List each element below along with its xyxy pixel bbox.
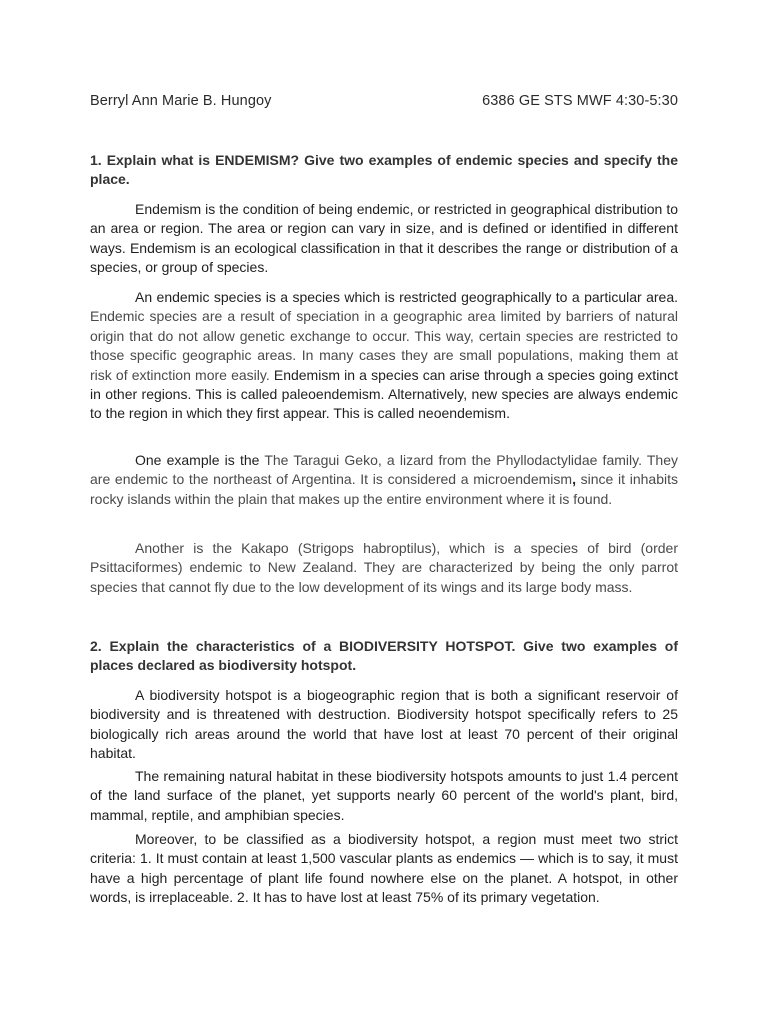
p3-tail: since it inhabits rocky islands within the plain that makes up the entire environment where it is found. — [90, 471, 678, 507]
course-info: 6386 GE STS MWF 4:30-5:30 — [482, 93, 678, 109]
p3-comma: , — [572, 471, 576, 488]
paragraph-endemic-species — [90, 288, 678, 424]
author-name: Berryl Ann Marie B. Hungoy — [90, 93, 272, 109]
paragraph-endemism-definition: Endemism is the condition of being endemic, or restricted in geographical distribution to an area or region. The area or region can vary in size, and is defined or identified in different ways. Endemism is an ecological classification in that it describes the range or distribution of a species, or group of species. — [90, 201, 678, 276]
paragraph-example-taragui-geko — [90, 451, 678, 509]
p2-sentence-3: Endemism in a species can arise through a species going extinct in other regions. This is called paleoendemism. Alternatively, new species are always endemic to the region in which they first appear. This is called neoendemism. — [90, 366, 678, 422]
question-1: 1. Explain what is ENDEMISM? Give two examples of endemic species and specify the place. — [90, 152, 678, 187]
question-2: 2. Explain the characteristics of a BIODIVERSITY HOTSPOT. Give two examples of places declared as biodiversity hotspot. — [90, 638, 678, 673]
paragraph-hotspot-definition: A biodiversity hotspot is a biogeographic region that is both a significant reservoir of biodiversity and is threatened with destruction. Biodiversity hotspot specifically refers to 25 biologically rich areas around the world that have lost at least 70 percent of their original habitat. — [90, 687, 678, 762]
paragraph-hotspot-criteria: Moreover, to be classified as a biodiversity hotspot, a region must meet two strict criteria: 1. It must contain at least 1,500 vascular plants as endemics — which is to say, it must have a high percentage of plant life found nowhere else on the planet. A hotspot, in other words, is irreplaceable. 2. It has to have lost at least 75% of its primary vegetation. — [90, 831, 678, 906]
p2-sentence-1: An endemic species is a species which is restricted geographically to a particular area. — [135, 289, 678, 305]
p2-sentence-2: Endemic species are a result of speciation in a geographic area limited by barriers of natural origin that do not allow genetic exchange to occur. This way, certain species are restricted to those specific geographic areas. In many cases they are small populations, making them at risk of extinction more easily. — [90, 308, 678, 383]
p3-body: The Taragui Geko, a lizard from the Phyllodactylidae family. They are endemic to the northeast of Argentina. It is considered a microendemism — [90, 452, 678, 488]
p3-intro: One example is the — [135, 452, 265, 468]
paragraph-example-kakapo: Another is the Kakapo (Strigops habroptilus), which is a species of bird (order Psittaciformes) endemic to New Zealand. They are characterized by being the only parrot species that cannot fly due to the low development of its wings and its large body mass. — [90, 540, 678, 595]
paragraph-hotspot-habitat: The remaining natural habitat in these biodiversity hotspots amounts to just 1.4 percent of the land surface of the planet, yet supports nearly 60 percent of the world's plant, bird, mammal, reptile, and amphibian species. — [90, 768, 678, 823]
